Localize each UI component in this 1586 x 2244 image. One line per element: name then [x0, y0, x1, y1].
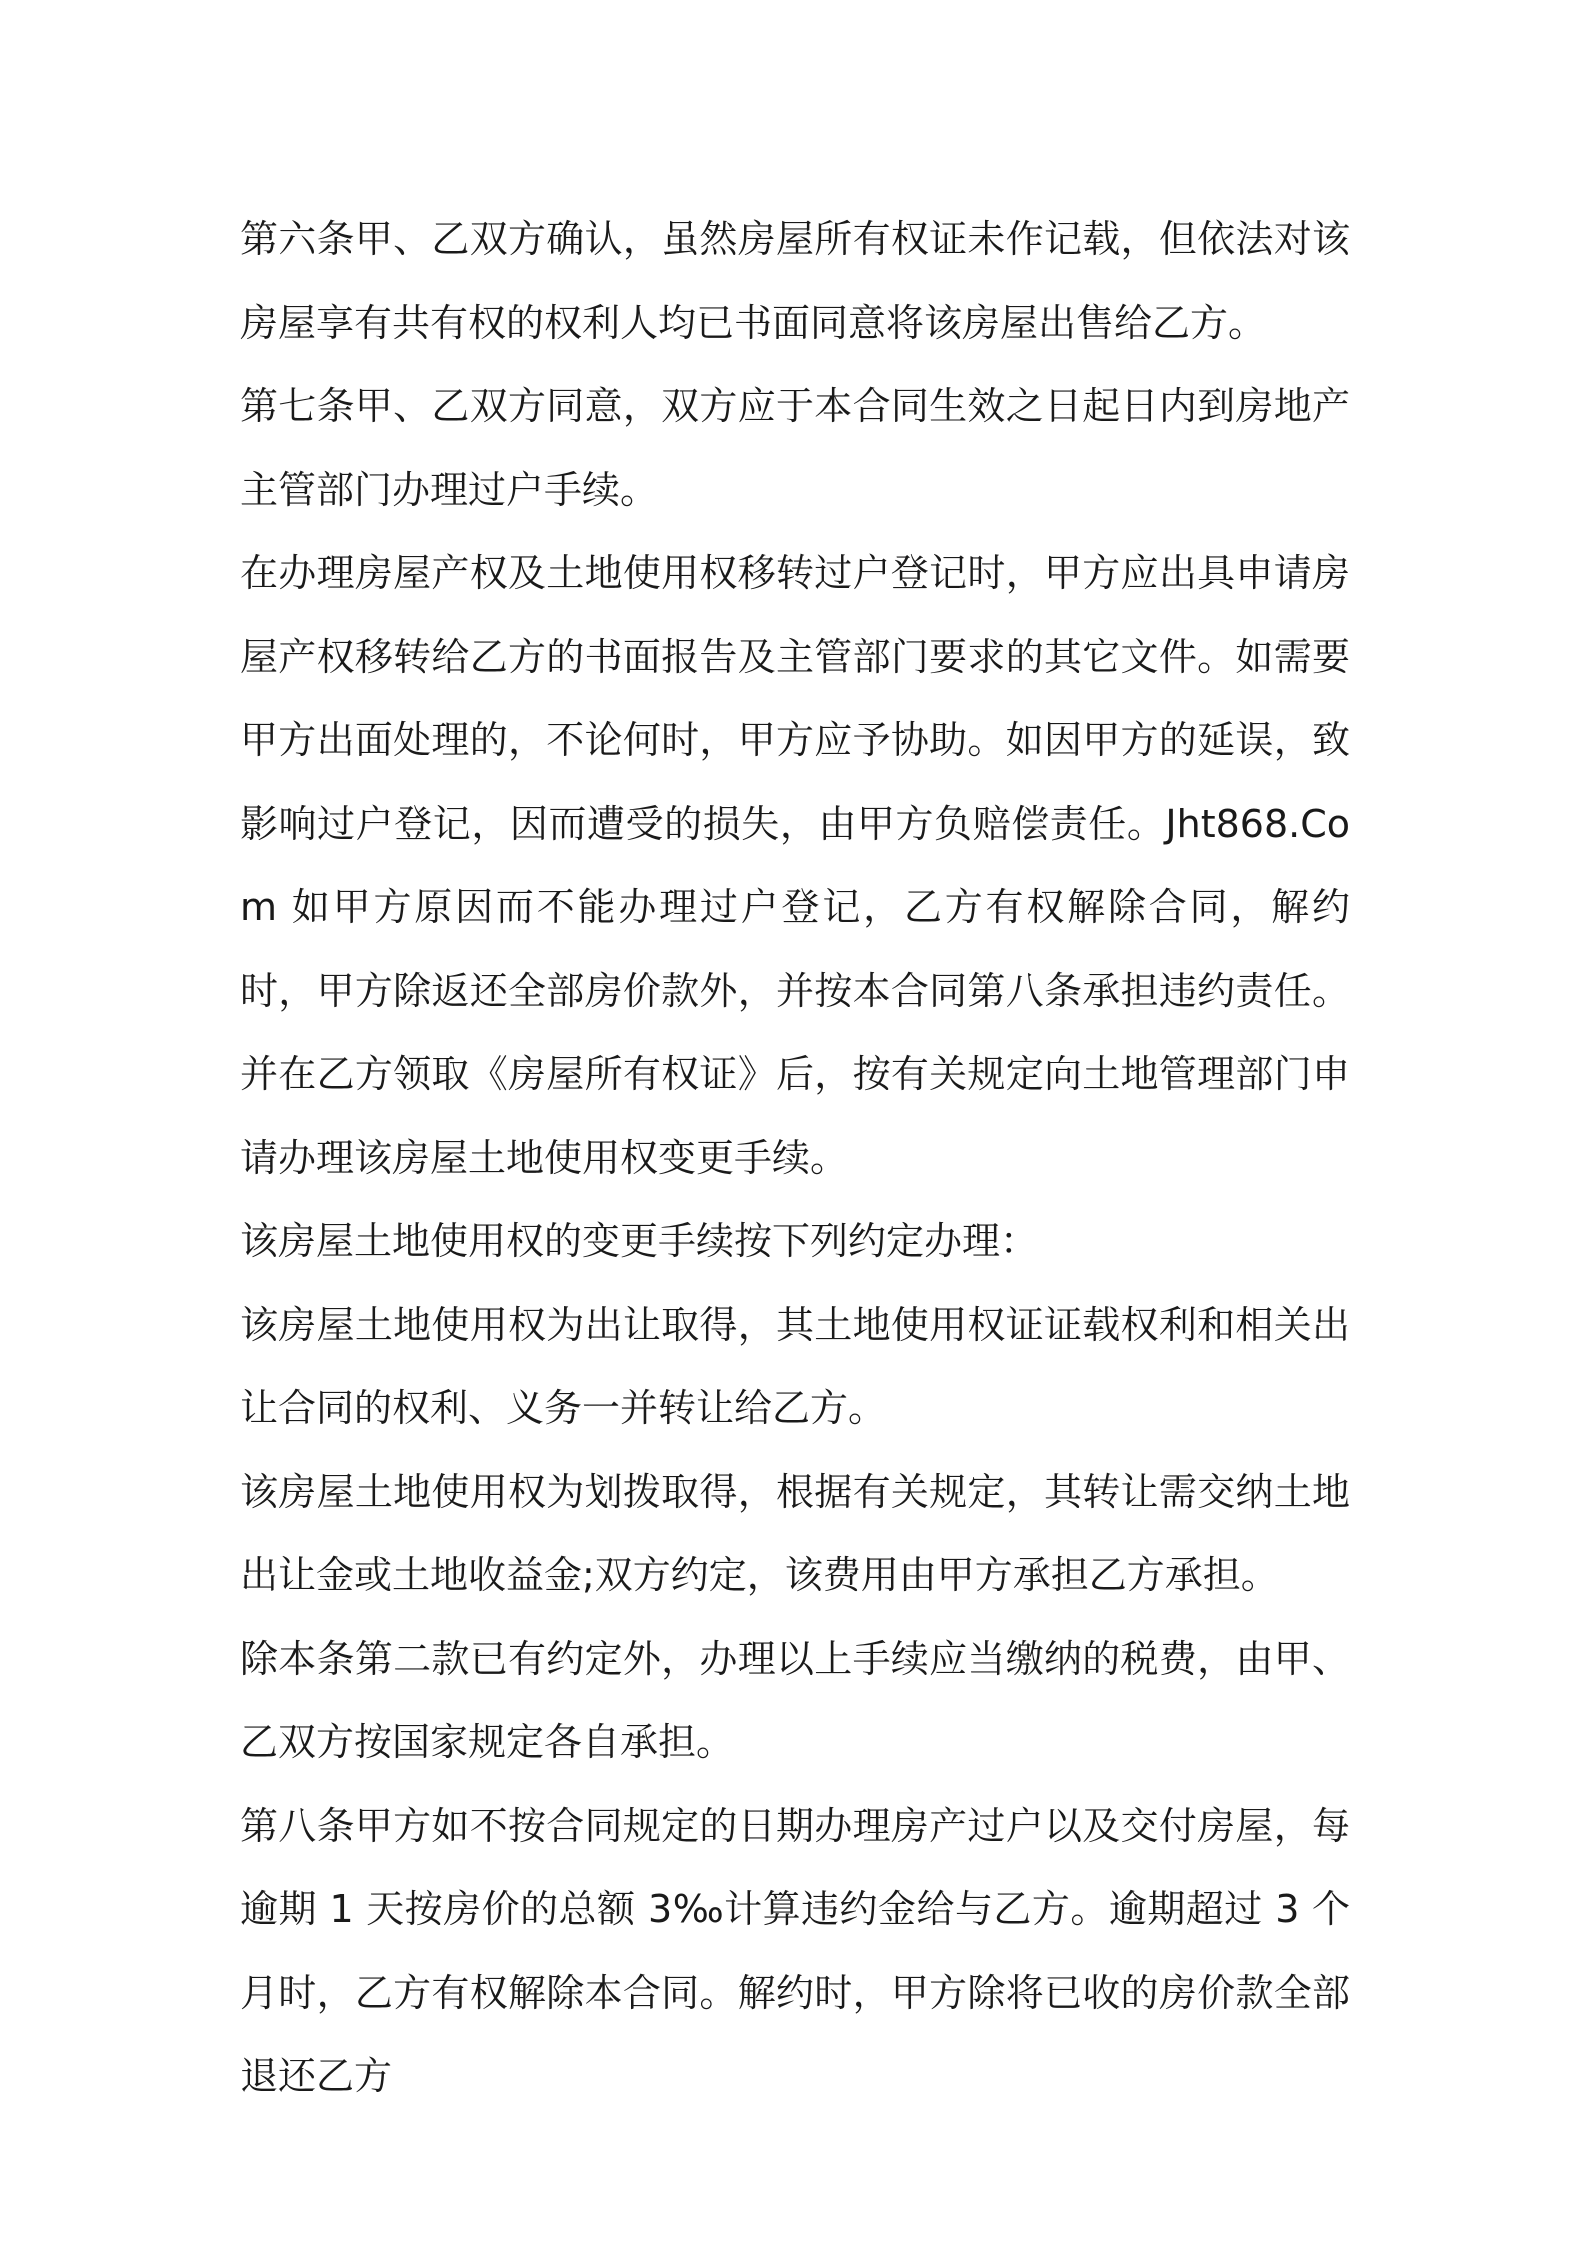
clause-8-paragraph: 第八条甲方如不按合同规定的日期办理房产过户以及交付房屋，每逾期 1 天按房价的总额 3‰计算违约金给与乙方。逾期超过 3 个月时，乙方有权解除本合同。解约时，甲方除将已收的房价款全部退还乙方	[240, 1803, 1350, 2098]
transfer-registration-paragraph: 在办理房屋产权及土地使用权移转过户登记时，甲方应出具申请房屋产权移转给乙方的书面报告及主管部门要求的其它文件。如需要甲方出面处理的，不论何时，甲方应予协助。如因甲方的延误，致影响过户登记，因而遭受的损失，由甲方负赔偿责任。Jht868.Com 如甲方原因而不能办理过户登记，乙方有权解除合同，解约时，甲方除返还全部房价款外，并按本合同第八条承担违约责任。并在乙方领取《房屋所有权证》后，按有关规定向土地管理部门申请办理该房屋土地使用权变更手续。	[240, 551, 1350, 1180]
taxes-fees-paragraph: 除本条第二款已有约定外，办理以上手续应当缴纳的税费，由甲、乙双方按国家规定各自承担。	[240, 1636, 1350, 1764]
land-use-transfer-paragraph: 该房屋土地使用权为出让取得，其土地使用权证证载权利和相关出让合同的权利、义务一并转让给乙方。	[240, 1302, 1350, 1430]
clause-7-paragraph: 第七条甲、乙双方同意，双方应于本合同生效之日起日内到房地产主管部门办理过户手续。	[240, 384, 1350, 512]
document-body	[240, 198, 1350, 2119]
land-use-allocation-paragraph: 该房屋土地使用权为划拨取得，根据有关规定，其转让需交纳土地出让金或土地收益金;双方约定，该费用由甲方承担乙方承担。	[240, 1469, 1350, 1597]
land-use-change-intro: 该房屋土地使用权的变更手续按下列约定办理：	[240, 1219, 1039, 1263]
clause-6-paragraph: 第六条甲、乙双方确认，虽然房屋所有权证未作记载，但依法对该房屋享有共有权的权利人均已书面同意将该房屋出售给乙方。	[240, 217, 1350, 345]
